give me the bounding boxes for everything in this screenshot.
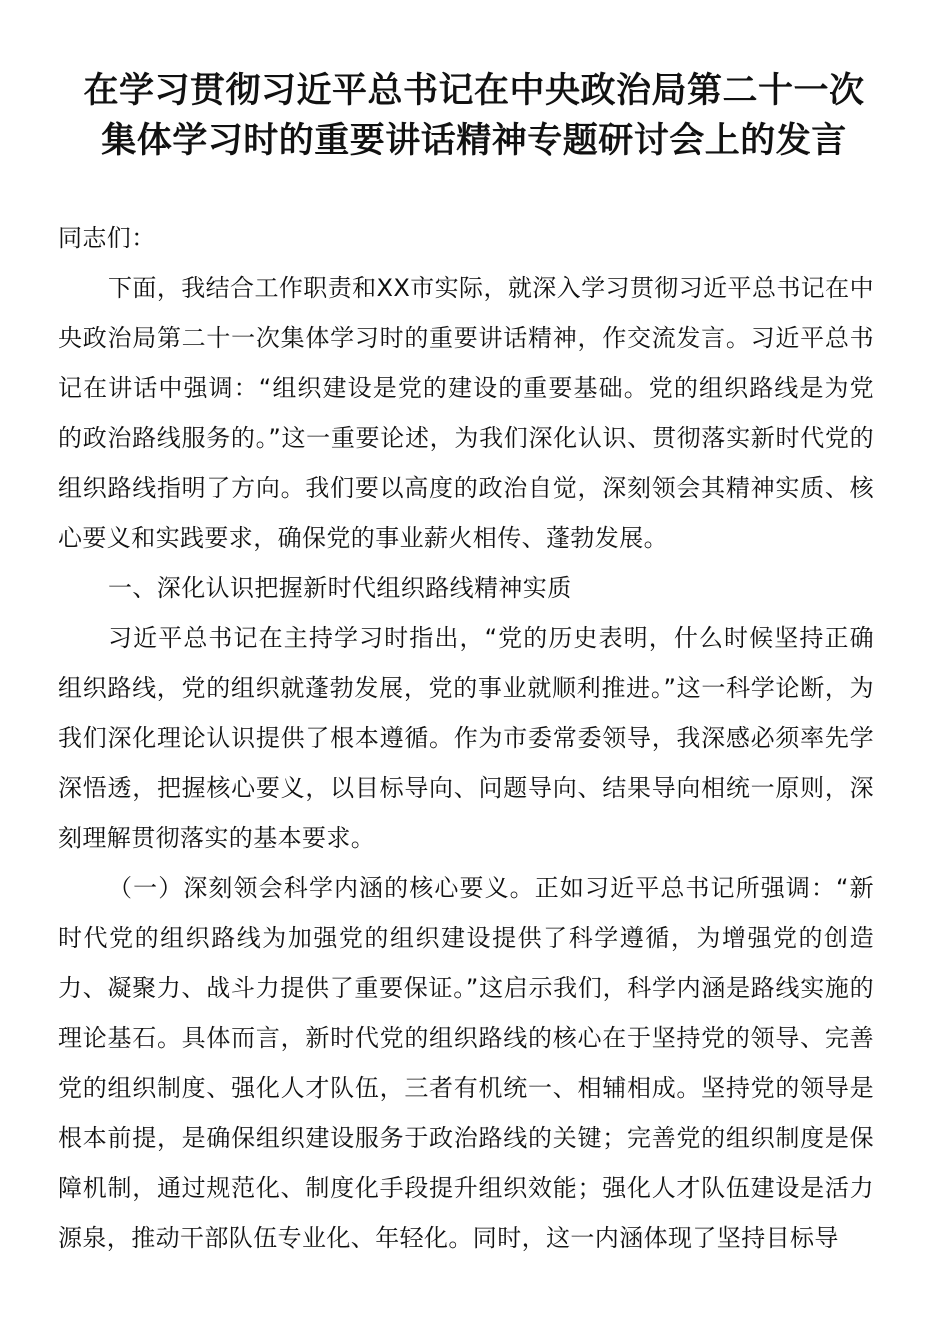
section-heading-1: 一、深化认识把握新时代组织路线精神实质 <box>108 574 572 602</box>
document-body <box>58 213 874 1263</box>
paragraph-subsection-1: （一）深刻领会科学内涵的核心要义。正如习近平总书记所强调：“新时代党的组织路线为加强党的组织建设提供了科学遵循，为增强党的创造力、凝聚力、战斗力提供了重要保证。”这启示我们，科学内涵是路线实施的理论基石。具体而言，新时代党的组织路线的核心在于坚持党的领导、完善党的组织制度、强化人才队伍，三者有机统一、相辅相成。坚持党的领导是根本前提，是确保组织建设服务于政治路线的关键；完善党的组织制度是保障机制，通过规范化、制度化手段提升组织效能；强化人才队伍建设是活力源泉，推动干部队伍专业化、年轻化。同时，这一内涵体现了坚持目标导 <box>58 874 874 1252</box>
salutation: 同志们： <box>58 224 156 252</box>
paragraph-section-1: 习近平总书记在主持学习时指出，“党的历史表明，什么时候坚持正确组织路线，党的组织就蓬勃发展，党的事业就顺利推进。”这一科学论断，为我们深化理论认识提供了根本遵循。作为市委常委领导，我深感必须率先学深悟透，把握核心要义，以目标导向、问题导向、结果导向相统一原则，深刻理解贯彻落实的基本要求。 <box>58 624 874 852</box>
document-title: 在学习贯彻习近平总书记在中央政治局第二十一次集体学习时的重要讲话精神专题研讨会上的发言 <box>83 71 865 161</box>
paragraph-intro: 下面，我结合工作职责和XX市实际，就深入学习贯彻习近平总书记在中央政治局第二十一次集体学习时的重要讲话精神，作交流发言。习近平总书记在讲话中强调：“组织建设是党的建设的重要基础。党的组织路线是为党的政治路线服务的。”这一重要论述，为我们深化认识、贯彻落实新时代党的组织路线指明了方向。我们要以高度的政治自觉，深刻领会其精神实质、核心要义和实践要求，确保党的事业薪火相传、蓬勃发展。 <box>58 274 874 552</box>
